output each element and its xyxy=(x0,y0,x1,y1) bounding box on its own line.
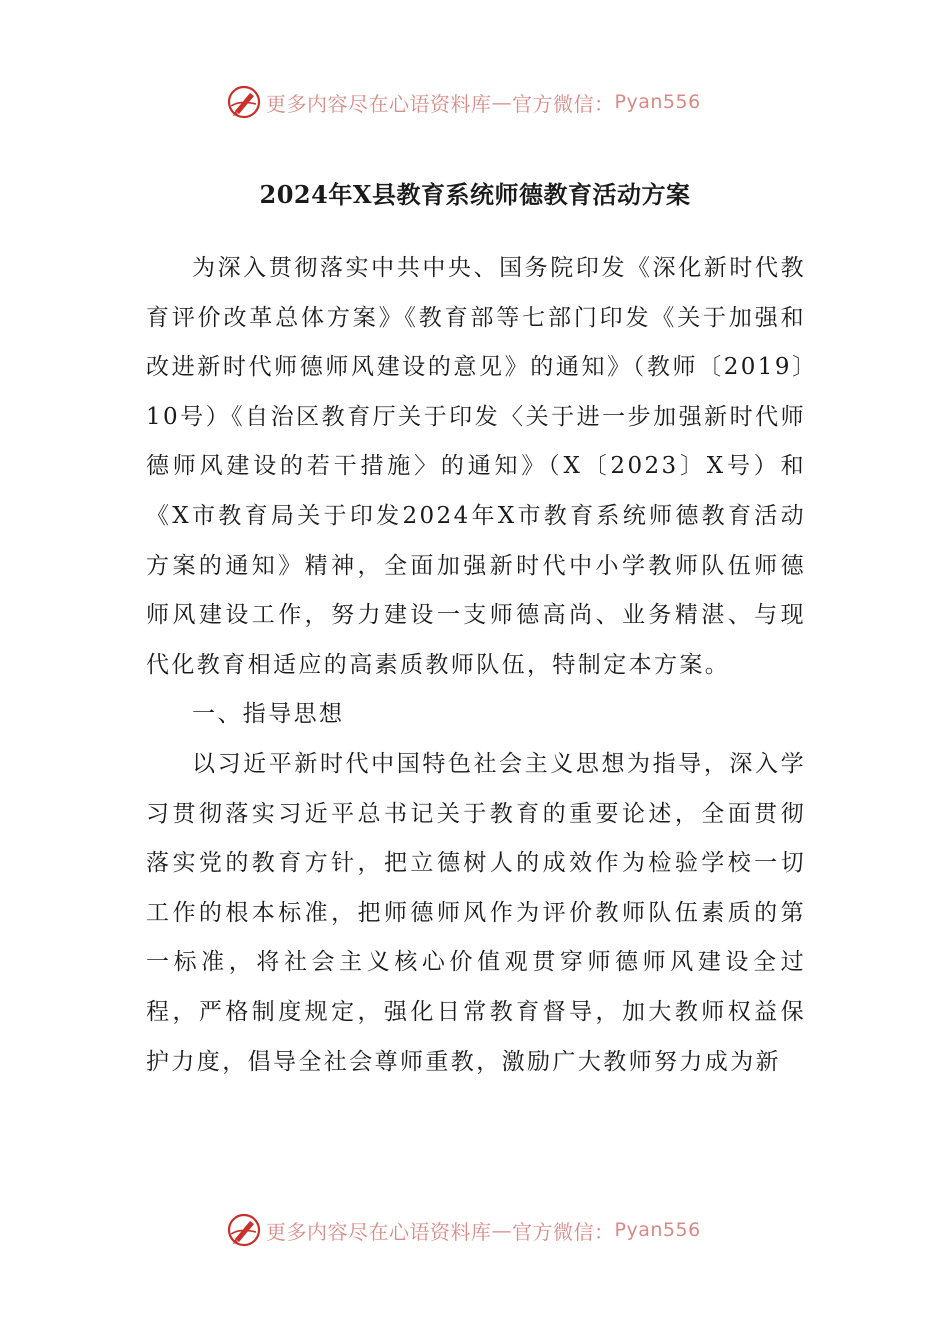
footer-watermark xyxy=(226,1210,701,1250)
pen-logo-icon xyxy=(226,84,262,120)
pen-logo-icon xyxy=(226,1212,262,1248)
document-title: 2024年X县教育系统师德教育活动方案 xyxy=(259,180,691,209)
header-watermark xyxy=(226,82,701,122)
watermark-site-text: 更多内容尽在心语资料库 xyxy=(266,1219,492,1244)
watermark-wechat-label: 官方微信： xyxy=(512,1219,615,1244)
section-heading-guiding-ideology: 一、指导思想 xyxy=(192,701,345,728)
paragraph-intro: 为深入贯彻落实中共中央、国务院印发《深化新时代教育评价改革总体方案》《教育部等七部门印发《关于加强和改进新时代师德师风建设的意见》的通知》（教师〔2019〕10号）《自治区教育厅关于印发〈关于进一步加强新时代师德师风建设的若干措施〉的通知》（X〔2023〕X号）和《X市教育局关于印发2024年X市教育系统师德教育活动方案的通知》精神，全面加强新时代中小学教师队伍师德师风建设工作，努力建设一支师德高尚、业务精湛、与现代化教育相适应的高素质教师队伍，特制定本方案。 xyxy=(146,255,806,678)
paragraph-guiding-ideology: 以习近平新时代中国特色社会主义思想为指导，深入学习贯彻落实习近平总书记关于教育的重要论述，全面贯彻落实党的教育方针，把立德树人的成效作为检验学校一切工作的根本标准，把师德师风作为评价教师队伍素质的第一标准，将社会主义核心价值观贯穿师德师风建设全过程，严格制度规定，强化日常教育督导，加大教师权益保护力度，倡导全社会尊师重教，激励广大教师努力成为新 xyxy=(146,750,806,1075)
watermark-dash: — xyxy=(491,1218,512,1242)
watermark-wechat-label: 官方微信： xyxy=(512,91,615,116)
watermark-dash: — xyxy=(491,90,512,114)
document-body xyxy=(146,244,806,1087)
watermark-site-text: 更多内容尽在心语资料库 xyxy=(266,91,492,116)
watermark-wechat-id: Pyan556 xyxy=(614,1219,701,1241)
watermark-wechat-id: Pyan556 xyxy=(614,91,701,113)
